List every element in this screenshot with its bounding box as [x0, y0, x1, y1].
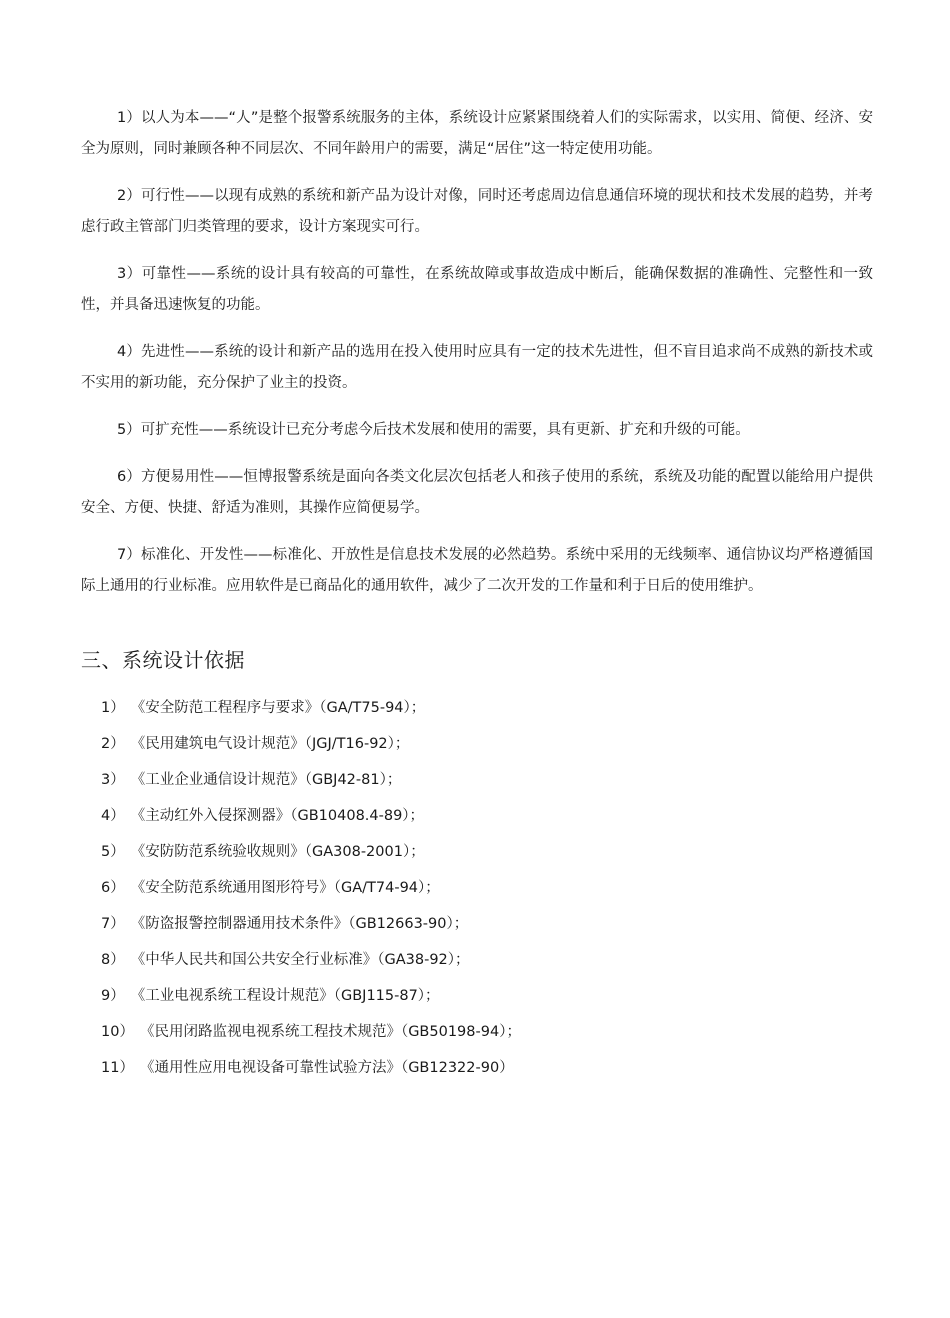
reference-number: 9） — [101, 988, 125, 1004]
principle-advancement: 4）先进性——系统的设计和新产品的选用在投入使用时应具有一定的技术先进性，但不盲目追求尚不成熟的新技术或不实用的新功能，充分保护了业主的投资。 — [81, 344, 873, 391]
reference-list — [101, 692, 521, 1088]
reference-text: 《安全防范工程程序与要求》（GA/T75-94）； — [130, 700, 426, 716]
reference-number: 11） — [101, 1060, 134, 1076]
reference-text: 《通用性应用电视设备可靠性试验方法》（GB12322-90） — [139, 1060, 514, 1076]
reference-number: 7） — [101, 916, 125, 932]
reference-item — [101, 1052, 521, 1088]
reference-item — [101, 692, 521, 728]
reference-text: 《防盗报警控制器通用技术条件》（GB12663-90）； — [130, 916, 469, 932]
reference-number: 2） — [101, 736, 125, 752]
reference-item — [101, 980, 521, 1016]
reference-item — [101, 764, 521, 800]
reference-text: 《安防防范系统验收规则》（GA308-2001）； — [130, 844, 425, 860]
section-heading: 三、系统设计依据 — [81, 648, 245, 672]
principle-people-oriented: 1）以人为本——“人”是整个报警系统服务的主体，系统设计应紧紧围绕着人们的实际需求，以实用、简便、经济、安全为原则，同时兼顾各种不同层次、不同年龄用户的需要，满足“居住”这一特定使用功能。 — [81, 110, 873, 157]
reference-item — [101, 872, 521, 908]
reference-item — [101, 1016, 521, 1052]
principle-feasibility: 2）可行性——以现有成熟的系统和新产品为设计对像，同时还考虑周边信息通信环境的现状和技术发展的趋势，并考虑行政主管部门归类管理的要求，设计方案现实可行。 — [81, 188, 873, 235]
reference-item — [101, 908, 521, 944]
reference-item — [101, 728, 521, 764]
reference-number: 4） — [101, 808, 125, 824]
principle-standardization: 7）标准化、开发性——标准化、开放性是信息技术发展的必然趋势。系统中采用的无线频率、通信协议均严格遵循国际上通用的行业标准。应用软件是已商品化的通用软件，减少了二次开发的工作量和利于日后的使用维护。 — [81, 547, 873, 594]
reference-item — [101, 944, 521, 980]
reference-text: 《工业企业通信设计规范》（GBJ42-81）； — [130, 772, 402, 788]
reference-text: 《安全防范系统通用图形符号》（GA/T74-94）； — [130, 880, 440, 896]
reference-number: 6） — [101, 880, 125, 896]
reference-item — [101, 836, 521, 872]
principle-scalability: 5）可扩充性——系统设计已充分考虑今后技术发展和使用的需要，具有更新、扩充和升级的可能。 — [117, 422, 750, 438]
reference-text: 《民用建筑电气设计规范》（JGJ/T16-92）； — [130, 736, 410, 752]
principle-reliability: 3）可靠性——系统的设计具有较高的可靠性，在系统故障或事故造成中断后，能确保数据的准确性、完整性和一致性，并具备迅速恢复的功能。 — [81, 266, 873, 313]
reference-text: 《工业电视系统工程设计规范》（GBJ115-87）； — [130, 988, 440, 1004]
reference-number: 10） — [101, 1024, 134, 1040]
reference-number: 3） — [101, 772, 125, 788]
reference-item — [101, 800, 521, 836]
reference-text: 《中华人民共和国公共安全行业标准》（GA38-92）； — [130, 952, 470, 968]
reference-number: 8） — [101, 952, 125, 968]
reference-text: 《民用闭路监视电视系统工程技术规范》（GB50198-94）； — [139, 1024, 521, 1040]
principle-usability: 6）方便易用性——恒博报警系统是面向各类文化层次包括老人和孩子使用的系统，系统及功能的配置以能给用户提供安全、方便、快捷、舒适为准则，其操作应简便易学。 — [81, 469, 873, 516]
reference-text: 《主动红外入侵探测器》（GB10408.4-89）； — [130, 808, 425, 824]
reference-number: 5） — [101, 844, 125, 860]
reference-number: 1） — [101, 700, 125, 716]
